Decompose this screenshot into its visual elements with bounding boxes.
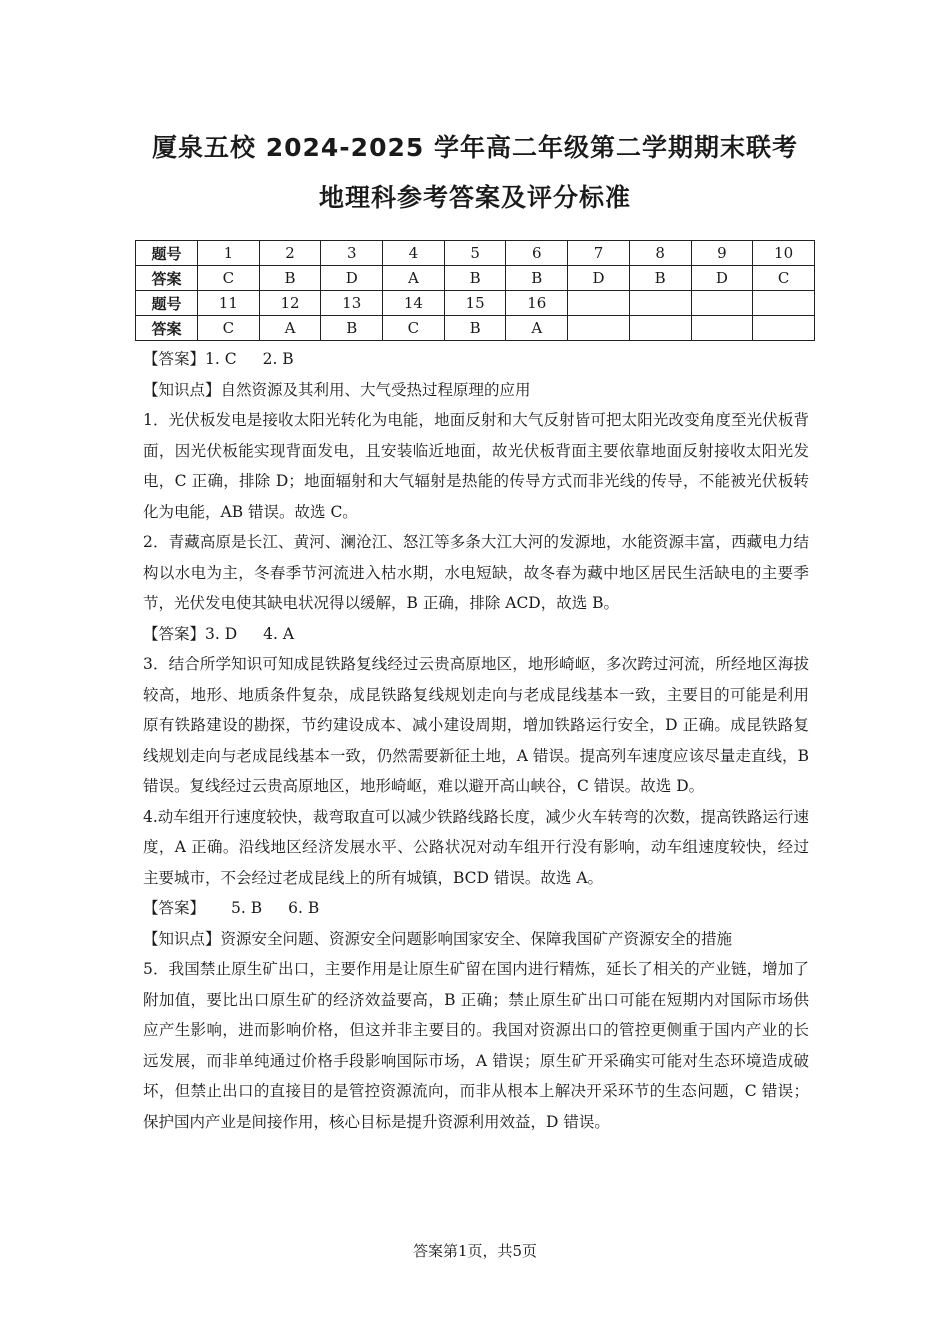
answer-cell: D [691, 266, 753, 291]
answer-cell [753, 316, 815, 341]
explanation-paragraph: 2．青藏高原是长江、黄河、澜沧江、怒江等多条大江大河的发源地，水能资源丰富，西藏电力结构以水电为主，冬春季节河流进入枯水期，水电短缺，故冬春为藏中地区居民生活缺电的主要季节，光伏发电使其缺电状况得以缓解，B 正确，排除 ACD，故选 B。 [143, 533, 809, 612]
answer-cell: B [444, 266, 506, 291]
answer-cell: A [259, 316, 321, 341]
answer-cell: C [383, 316, 445, 341]
answer-label: 【答案】1. C [143, 350, 237, 368]
row-label-answer: 答案 [136, 316, 198, 341]
question-number: 13 [321, 291, 383, 316]
page-subtitle: 地理科参考答案及评分标准 [318, 183, 631, 212]
explanation-paragraph: 1．光伏板发电是接收太阳光转化为电能，地面反射和大气反射皆可把太阳光改变角度至光伏板背面，因光伏板能实现背面发电，且安装临近地面，故光伏板背面主要依靠地面反射接收太阳光发电，C 正确，排除 D；地面辐射和大气辐射是热能的传导方式而非光线的传导，不能被光伏板转化为电能，AB 错误。故选 C。 [143, 411, 809, 521]
answer-value: 4. A [263, 624, 295, 643]
answer-cell: B [506, 266, 568, 291]
knowledge-point: 【知识点】资源安全问题、资源安全问题影响国家安全、保障我国矿产资源安全的措施 [143, 929, 733, 948]
question-number [568, 291, 630, 316]
question-number: 11 [198, 291, 260, 316]
question-number: 12 [259, 291, 321, 316]
explanation-paragraph: 5．我国禁止原生矿出口，主要作用是让原生矿留在国内进行精炼，延长了相关的产业链，增加了附加值，要比出口原生矿的经济效益要高，B 正确；禁止原生矿出口可能在短期内对国际市场供应产生影响，进而影响价格，但这并非主要目的。我国对资源出口的管控更侧重于国内产业的长远发展，而非单纯通过价格手段影响国际市场，A 错误；原生矿开采确实可能对生态环境造成破坏，但禁止出口的直接目的是管控资源流向，而非从根本上解决开采环节的生态问题，C 错误；保护国内产业是间接作用，核心目标是提升资源利用效益，D 错误。 [143, 960, 809, 1131]
answer-explanations [143, 344, 809, 1137]
question-number: 2 [259, 241, 321, 266]
answer-cell: C [198, 266, 260, 291]
question-number: 1 [198, 241, 260, 266]
question-number: 5 [444, 241, 506, 266]
answer-cell: D [568, 266, 630, 291]
question-number: 10 [753, 241, 815, 266]
answer-value: 6. B [288, 899, 320, 917]
answer-cell: B [321, 316, 383, 341]
page-title: 厦泉五校 2024-2025 学年高二年级第二学期期末联考 [152, 133, 798, 162]
explanation-paragraph: 3．结合所学知识可知成昆铁路复线经过云贵高原地区，地形崎岖，多次跨过河流，所经地区海拔较高，地形、地质条件复杂，成昆铁路复线规划走向与老成昆线基本一致，主要目的可能是利用原有铁路建设的勘探，节约建设成本、减小建设周期，增加铁路运行安全，D 正确。成昆铁路复线规划走向与老成昆线基本一致，仍然需要新征土地，A 错误。提高列车速度应该尽量走直线，B 错误。复线经过云贵高原地区，地形崎岖，难以避开高山峡谷，C 错误。故选 D。 [143, 655, 809, 795]
answer-cell: C [198, 316, 260, 341]
answer-cell: C [753, 266, 815, 291]
answer-line [143, 619, 809, 650]
answer-cell [691, 316, 753, 341]
answer-cell: B [629, 266, 691, 291]
row-label-question: 题号 [136, 241, 198, 266]
answer-cell: B [259, 266, 321, 291]
answer-line [143, 893, 809, 924]
question-number [691, 291, 753, 316]
answer-table [135, 240, 815, 341]
question-number: 14 [383, 291, 445, 316]
answer-cell: D [321, 266, 383, 291]
answer-cell: B [444, 316, 506, 341]
row-label-answer: 答案 [136, 266, 198, 291]
table-row [136, 266, 815, 291]
question-number [753, 291, 815, 316]
explanation-paragraph: 4.动车组开行速度较快，裁弯取直可以减少铁路线路长度，减少火车转弯的次数，提高铁路运行速度，A 正确。沿线地区经济发展水平、公路状况对动车组开行没有影响，动车组速度较快，经过主要城市，不会经过老成昆线上的所有城镇，BCD 错误。故选 A。 [143, 807, 809, 887]
question-number: 3 [321, 241, 383, 266]
question-number: 8 [629, 241, 691, 266]
answer-line [143, 344, 809, 375]
answer-label: 【答案】3. D [143, 624, 238, 643]
knowledge-point: 【知识点】自然资源及其利用、大气受热过程原理的应用 [143, 380, 531, 399]
page-footer: 答案第1页，共5页 [412, 1242, 538, 1260]
question-number: 9 [691, 241, 753, 266]
answer-cell [568, 316, 630, 341]
question-number [629, 291, 691, 316]
answer-cell: A [383, 266, 445, 291]
question-number: 16 [506, 291, 568, 316]
answer-value: 2. B [262, 350, 294, 368]
answer-cell [629, 316, 691, 341]
table-row [136, 316, 815, 341]
question-number: 15 [444, 291, 506, 316]
question-number: 7 [568, 241, 630, 266]
answer-value: 5. B [231, 899, 263, 917]
answer-cell: A [506, 316, 568, 341]
answer-label: 【答案】 [143, 899, 206, 917]
row-label-question: 题号 [136, 291, 198, 316]
table-row [136, 291, 815, 316]
table-row [136, 241, 815, 266]
question-number: 4 [383, 241, 445, 266]
question-number: 6 [506, 241, 568, 266]
